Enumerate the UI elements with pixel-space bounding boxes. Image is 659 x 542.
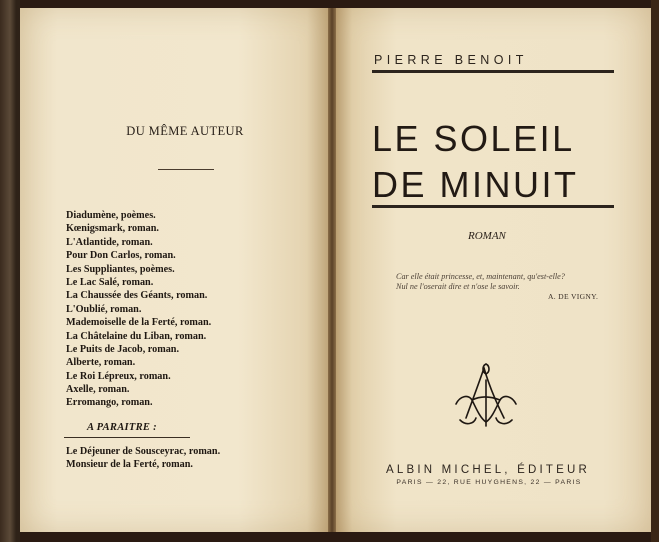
book-title-line-2: DE MINUIT xyxy=(372,164,579,205)
publisher-address: PARIS — 22, RUE HUYGHENS, 22 — PARIS xyxy=(396,479,582,486)
list-item: L'Oublié, roman. xyxy=(66,303,142,315)
right-page xyxy=(333,8,651,532)
list-item: Kœnigsmark, roman. xyxy=(66,223,159,235)
epigraph-line: Car elle était princesse, et, maintenant, qu'est-elle? xyxy=(396,272,565,281)
list-item: L'Atlantide, roman. xyxy=(66,236,153,248)
forthcoming-rule xyxy=(64,437,190,438)
forthcoming-list xyxy=(66,445,220,472)
works-list xyxy=(66,209,211,410)
genre-label: ROMAN xyxy=(468,230,506,242)
heading-rule xyxy=(158,169,214,170)
list-item: Le Lac Salé, roman. xyxy=(66,276,154,288)
publisher-name: ALBIN MICHEL, ÉDITEUR xyxy=(386,464,590,476)
author-rule xyxy=(372,70,614,73)
list-item: Erromango, roman. xyxy=(66,397,153,409)
book-title-line-1: LE SOLEIL xyxy=(372,118,575,159)
author-name: PIERRE BENOIT xyxy=(374,53,528,67)
book-gutter xyxy=(328,8,336,532)
page-edge xyxy=(651,0,659,542)
epigraph-author: A. DE VIGNY. xyxy=(548,292,599,301)
list-item: Le Roi Lépreux, roman. xyxy=(66,370,171,382)
list-item: La Chaussée des Géants, roman. xyxy=(66,290,208,302)
list-item: Les Suppliantes, poèmes. xyxy=(66,263,175,275)
list-item: Pour Don Carlos, roman. xyxy=(66,250,176,262)
list-item: Alberte, roman. xyxy=(66,357,136,369)
list-item: Monsieur de la Ferté, roman. xyxy=(66,459,193,471)
list-item: La Châtelaine du Liban, roman. xyxy=(66,330,207,342)
epigraph xyxy=(396,272,614,292)
list-item: Diadumène, poèmes. xyxy=(66,210,156,221)
title-rule xyxy=(372,205,614,208)
publisher-monogram-icon xyxy=(450,360,522,432)
forthcoming-heading: A PARAITRE : xyxy=(87,422,157,433)
same-author-heading: DU MÊME AUTEUR xyxy=(126,124,244,138)
epigraph-line: Nul ne l'oserait dire et n'ose le savoir. xyxy=(396,282,520,291)
list-item: Le Déjeuner de Sousceyrac, roman. xyxy=(66,446,221,457)
list-item: Mademoiselle de la Ferté, roman. xyxy=(66,317,212,329)
list-item: Axelle, roman. xyxy=(66,384,130,396)
list-item: Le Puits de Jacob, roman. xyxy=(66,343,180,355)
